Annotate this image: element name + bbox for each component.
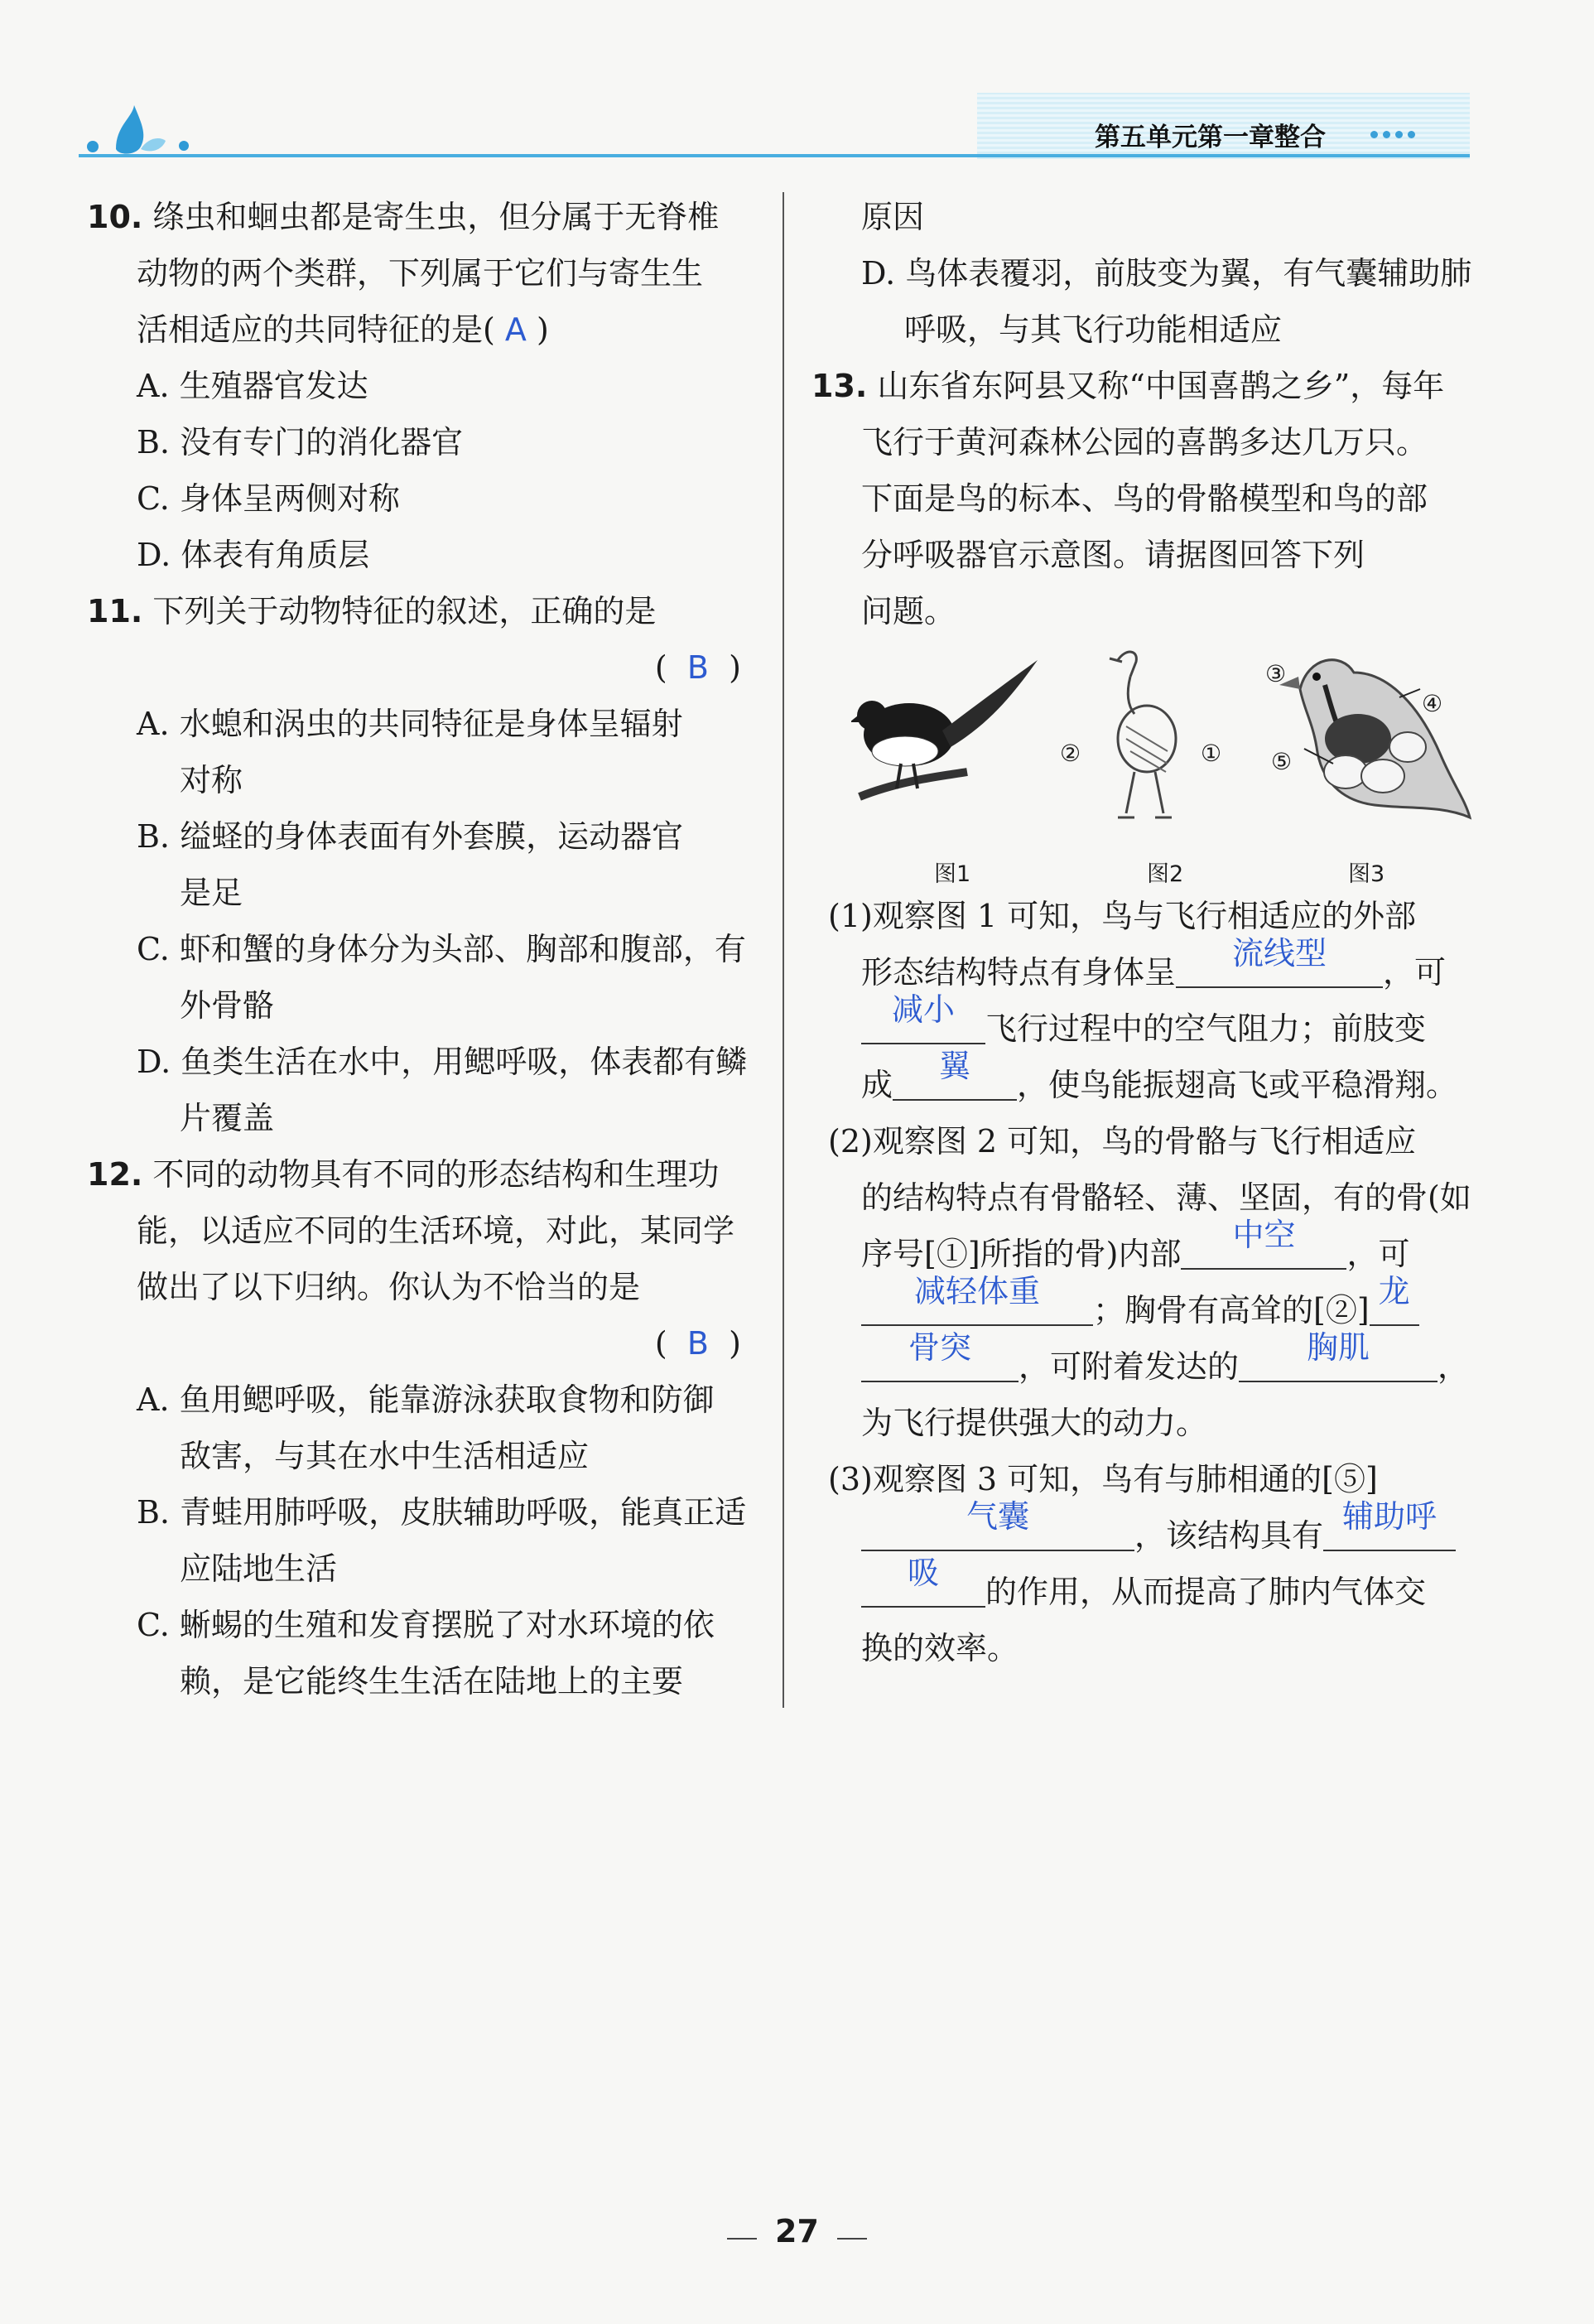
- q10-option-b: B. 没有专门的消化器官: [137, 424, 464, 460]
- q13-part1-text: 成: [861, 1067, 893, 1103]
- q12-continued: 原因: [861, 199, 925, 235]
- right-column: [811, 189, 1474, 1676]
- fig-label-3: ③: [1265, 660, 1287, 687]
- q12-option-d: D. 鸟体表覆羽，前肢变为翼，有气囊辅助肺: [861, 255, 1472, 292]
- answer-air-sac: 气囊: [966, 1498, 1029, 1535]
- q12-bracket: ): [729, 1325, 741, 1362]
- q12-answer: B: [686, 1325, 709, 1362]
- q12-option-a-cont: 敌害，与其在水中生活相适应: [180, 1438, 590, 1474]
- answer-reduce-weight: 减轻体重: [913, 1273, 1040, 1309]
- q11-bracket: (: [654, 649, 667, 686]
- q13-part1-text: 飞行过程中的空气阻力；前肢变: [985, 1010, 1427, 1047]
- column-divider: [783, 192, 784, 1708]
- answer-blank: [861, 1498, 1134, 1551]
- q12-line: 能，以适应不同的生活环境，对此，某同学: [137, 1213, 735, 1249]
- figure-caption-1: 图1: [934, 861, 971, 887]
- figure-caption-2: 图2: [1147, 861, 1184, 887]
- q11-line: [87, 583, 749, 639]
- q13-part2-text: ；胸骨有高耸的[②]: [1093, 1292, 1370, 1328]
- q11-option-b-cont: 是足: [180, 875, 243, 911]
- q13-part3-text: ，该结构具有: [1134, 1517, 1324, 1554]
- q10-number: 10.: [87, 199, 143, 235]
- q11-option-c: C. 虾和蟹的身体分为头部、胸部和腹部，有: [137, 931, 746, 967]
- answer-wing: 翼: [939, 1048, 971, 1084]
- q13-part3-line: [811, 1555, 1474, 1620]
- q13-part2-text: ，可: [1346, 1236, 1410, 1272]
- q13-part2-text: 序号[①]所指的骨)内部: [861, 1236, 1182, 1272]
- answer-blank: [1323, 1498, 1456, 1551]
- q11-option-c-cont: 外骨骼: [180, 987, 275, 1024]
- q13-part3-text: 的作用，从而提高了肺内气体交: [985, 1574, 1427, 1610]
- bird-respiratory-figure: [1275, 639, 1474, 838]
- fig-label-5: ⑤: [1271, 748, 1293, 775]
- q12-option-d-cont: 呼吸，与其飞行功能相适应: [904, 311, 1283, 348]
- q12-answer-line: [87, 1315, 749, 1372]
- q10-option-a: A. 生殖器官发达: [137, 368, 368, 404]
- q13-part2-line: 为飞行提供强大的动力。: [861, 1405, 1208, 1441]
- q11-bracket: ): [729, 649, 741, 686]
- q12-text: 不同的动物具有不同的形态结构和生理功: [152, 1156, 720, 1193]
- q13-part2-line: [811, 1329, 1474, 1395]
- answer-keel-part1: 龙: [1378, 1273, 1410, 1309]
- q10-option-d: D. 体表有角质层: [137, 537, 370, 573]
- answer-blank: [861, 1273, 1093, 1326]
- q10-text: 动物的两个类群，下列属于它们与寄生生: [137, 255, 704, 292]
- q12-option-a: A. 鱼用鳃呼吸，能靠游泳获取食物和防御: [137, 1381, 715, 1418]
- q13-text: 山东省东阿县又称“中国喜鹊之乡”，每年: [877, 368, 1445, 404]
- q12-option-b: B. 青蛙用肺呼吸，皮肤辅助呼吸，能真正适: [137, 1494, 747, 1531]
- fig-label-2: ②: [1060, 740, 1081, 767]
- answer-keel-part2: 骨突: [908, 1329, 971, 1366]
- footer-dash: [727, 2238, 757, 2240]
- q11-option-a: A. 水螅和涡虫的共同特征是身体呈辐射: [137, 706, 683, 742]
- q13-line: 飞行于黄河森林公园的喜鹊多达几万只。: [861, 424, 1428, 460]
- q13-part2-text: ，: [1437, 1348, 1470, 1385]
- q10-text: 绦虫和蛔虫都是寄生虫，但分属于无脊椎: [152, 199, 720, 235]
- answer-blank: [1239, 1329, 1437, 1382]
- bird-figures: [811, 639, 1474, 888]
- q11-option-d: D. 鱼类生活在水中，用鳃呼吸，体表都有鳞: [137, 1044, 748, 1080]
- answer-blank: [1176, 935, 1383, 988]
- q11-number: 11.: [87, 593, 143, 629]
- q13-part3-line: 换的效率。: [861, 1630, 1019, 1666]
- q13-line: 问题。: [861, 593, 956, 629]
- answer-pectoral-muscle: 胸肌: [1307, 1329, 1370, 1366]
- answer-blank: [1370, 1273, 1419, 1326]
- q13-line: [811, 358, 1474, 414]
- figure-caption-3: 图3: [1348, 861, 1385, 887]
- answer-blank: [861, 1555, 985, 1608]
- answer-assist-breathing-2: 吸: [907, 1555, 939, 1591]
- droplet-logo-icon: [83, 101, 199, 159]
- q13-part3-line: (3)观察图 3 可知，鸟有与肺相通的[⑤]: [828, 1461, 1378, 1497]
- answer-blank: [861, 991, 985, 1044]
- fig-label-1: ①: [1201, 740, 1222, 767]
- header-dots: [1370, 126, 1420, 142]
- answer-hollow: 中空: [1232, 1217, 1296, 1253]
- q10-line: [87, 189, 749, 245]
- q11-option-a-cont: 对称: [180, 762, 243, 798]
- answer-blank: [1181, 1217, 1346, 1270]
- q13-part1-line: [811, 1048, 1474, 1113]
- page-footer: [0, 2213, 1594, 2249]
- q12-option-c-cont: 赖，是它能终生生活在陆地上的主要: [180, 1663, 684, 1700]
- q13-part1-line: (1)观察图 1 可知，鸟与飞行相适应的外部: [828, 898, 1417, 934]
- q10-bracket: ): [537, 311, 549, 348]
- q11-text: 下列关于动物特征的叙述，正确的是: [152, 593, 657, 629]
- chapter-title: 第五单元第一章整合: [1095, 123, 1326, 152]
- q13-part1-text: ，可: [1383, 954, 1447, 991]
- q10-line: [87, 301, 749, 358]
- q10-answer: A: [504, 311, 527, 348]
- answer-streamlined: 流线型: [1232, 935, 1327, 972]
- answer-blank: [893, 1048, 1017, 1101]
- q13-line: 下面是鸟的标本、鸟的骨骼模型和鸟的部: [861, 480, 1428, 517]
- page-number: 27: [775, 2213, 819, 2249]
- answer-reduce: 减小: [891, 991, 955, 1028]
- q12-option-c: C. 蜥蜴的生殖和发育摆脱了对水环境的依: [137, 1607, 715, 1643]
- q13-part1-text: 形态结构特点有身体呈: [861, 954, 1177, 991]
- q11-option-d-cont: 片覆盖: [180, 1100, 275, 1136]
- q12-line: 做出了以下归纳。你认为不恰当的是: [137, 1269, 641, 1305]
- q11-option-b: B. 缢蛏的身体表面有外套膜，运动器官: [137, 818, 684, 855]
- answer-assist-breathing-1: 辅助呼: [1342, 1498, 1437, 1535]
- footer-dash: [837, 2238, 867, 2240]
- answer-blank: [861, 1329, 1019, 1382]
- bird-skeleton-figure: [1085, 644, 1217, 834]
- q13-line: 分呼吸器官示意图。请据图回答下列: [861, 537, 1365, 573]
- header-rule: [79, 154, 1470, 157]
- q10-text: 活相适应的共同特征的是(: [137, 311, 495, 348]
- q13-part2-text: ，可附着发达的: [1019, 1348, 1240, 1385]
- magpie-specimen-figure: [851, 656, 1042, 822]
- q10-option-c: C. 身体呈两侧对称: [137, 480, 400, 517]
- q12-line: [87, 1146, 749, 1203]
- q12-bracket: (: [654, 1325, 667, 1362]
- q10-line: [87, 245, 749, 301]
- q12-option-b-cont: 应陆地生活: [180, 1550, 338, 1587]
- q12-number: 12.: [87, 1156, 143, 1193]
- left-column: [87, 189, 749, 1709]
- q11-answer-line: [87, 639, 749, 696]
- fig-label-4: ④: [1422, 690, 1443, 717]
- q13-part2-line: (2)观察图 2 可知，鸟的骨骼与飞行相适应: [828, 1123, 1417, 1160]
- q13-part1-text: ，使鸟能振翅高飞或平稳滑翔。: [1017, 1067, 1458, 1103]
- q13-number: 13.: [811, 368, 868, 404]
- q13-part2-line: 的结构特点有骨骼轻、薄、坚固，有的骨(如: [861, 1179, 1471, 1216]
- q11-answer: B: [686, 649, 709, 686]
